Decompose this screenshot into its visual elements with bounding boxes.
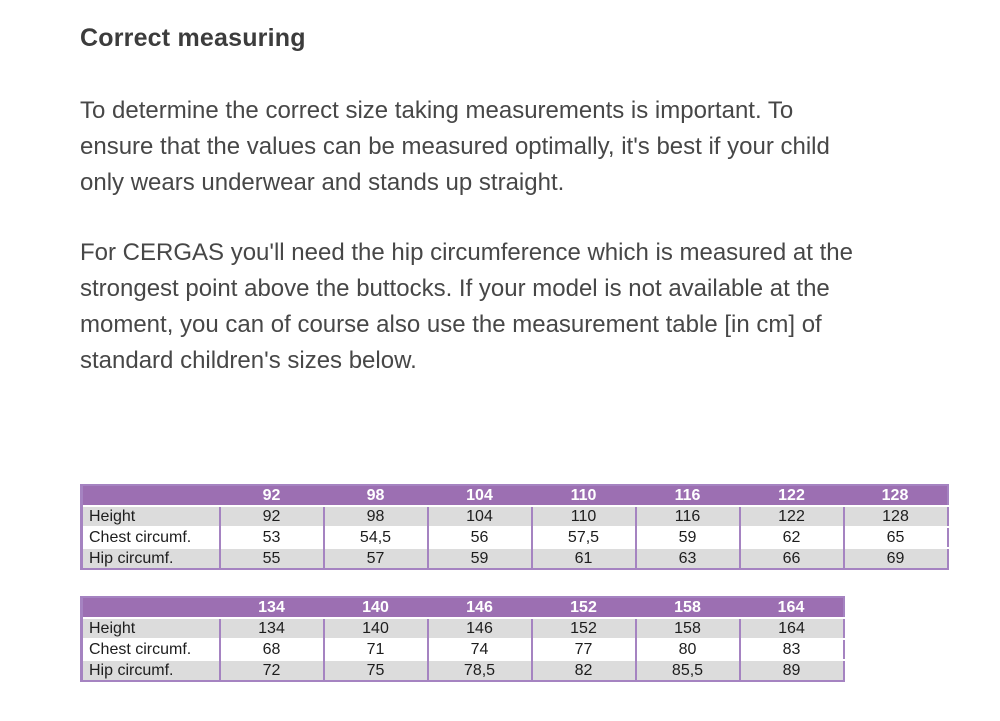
size-column-header: 152 [532, 597, 636, 618]
value-cell: 134 [220, 618, 324, 639]
value-cell: 59 [428, 548, 532, 569]
value-cell: 57 [324, 548, 428, 569]
size-header-row [82, 597, 844, 618]
value-cell: 61 [532, 548, 636, 569]
row-label: Chest circumf. [82, 527, 220, 548]
size-table-134-164 [80, 596, 845, 682]
value-cell: 85,5 [636, 660, 740, 681]
value-cell: 55 [220, 548, 324, 569]
size-column-header: 140 [324, 597, 428, 618]
intro-paragraphs [80, 93, 960, 379]
size-column-header: 104 [428, 485, 532, 506]
value-cell: 158 [636, 618, 740, 639]
value-cell: 63 [636, 548, 740, 569]
size-column-header: 164 [740, 597, 844, 618]
value-cell: 128 [844, 506, 948, 527]
value-cell: 75 [324, 660, 428, 681]
row-label: Chest circumf. [82, 639, 220, 660]
value-cell: 116 [636, 506, 740, 527]
size-header-row [82, 485, 948, 506]
value-cell: 83 [740, 639, 844, 660]
value-cell: 89 [740, 660, 844, 681]
value-cell: 69 [844, 548, 948, 569]
paragraph-line: To determine the correct size taking measurements is important. To [80, 97, 794, 124]
header-corner-cell [82, 485, 220, 506]
measurement-row [82, 548, 948, 569]
row-label: Height [82, 618, 220, 639]
value-cell: 74 [428, 639, 532, 660]
size-column-header: 98 [324, 485, 428, 506]
size-table-92-128 [80, 484, 949, 570]
size-column-header: 116 [636, 485, 740, 506]
value-cell: 72 [220, 660, 324, 681]
size-column-header: 122 [740, 485, 844, 506]
value-cell: 122 [740, 506, 844, 527]
row-label: Hip circumf. [82, 548, 220, 569]
size-column-header: 158 [636, 597, 740, 618]
page-title: Correct measuring [80, 24, 306, 52]
paragraph-line: For CERGAS you'll need the hip circumference which is measured at the [80, 239, 853, 266]
measurement-row [82, 660, 844, 681]
value-cell: 152 [532, 618, 636, 639]
size-column-header: 128 [844, 485, 948, 506]
value-cell: 71 [324, 639, 428, 660]
paragraph [80, 235, 960, 379]
value-cell: 92 [220, 506, 324, 527]
size-tables [80, 484, 960, 682]
value-cell: 78,5 [428, 660, 532, 681]
value-cell: 54,5 [324, 527, 428, 548]
paragraph-line: standard children's sizes below. [80, 347, 417, 374]
row-label: Hip circumf. [82, 660, 220, 681]
size-column-header: 110 [532, 485, 636, 506]
value-cell: 56 [428, 527, 532, 548]
value-cell: 98 [324, 506, 428, 527]
value-cell: 110 [532, 506, 636, 527]
measurement-row [82, 639, 844, 660]
paragraph [80, 93, 960, 201]
size-column-header: 134 [220, 597, 324, 618]
row-label: Height [82, 506, 220, 527]
value-cell: 77 [532, 639, 636, 660]
paragraph-line: ensure that the values can be measured optimally, it's best if your child [80, 133, 830, 160]
measurement-row [82, 527, 948, 548]
value-cell: 66 [740, 548, 844, 569]
header-corner-cell [82, 597, 220, 618]
value-cell: 146 [428, 618, 532, 639]
size-column-header: 92 [220, 485, 324, 506]
value-cell: 140 [324, 618, 428, 639]
measurement-row [82, 618, 844, 639]
value-cell: 65 [844, 527, 948, 548]
value-cell: 80 [636, 639, 740, 660]
value-cell: 59 [636, 527, 740, 548]
value-cell: 57,5 [532, 527, 636, 548]
value-cell: 62 [740, 527, 844, 548]
paragraph-line: only wears underwear and stands up straight. [80, 169, 565, 196]
paragraph-line: strongest point above the buttocks. If your model is not available at the [80, 275, 830, 302]
value-cell: 104 [428, 506, 532, 527]
paragraph-line: moment, you can of course also use the measurement table [in cm] of [80, 311, 822, 338]
value-cell: 53 [220, 527, 324, 548]
value-cell: 68 [220, 639, 324, 660]
value-cell: 82 [532, 660, 636, 681]
measurement-row [82, 506, 948, 527]
value-cell: 164 [740, 618, 844, 639]
size-column-header: 146 [428, 597, 532, 618]
